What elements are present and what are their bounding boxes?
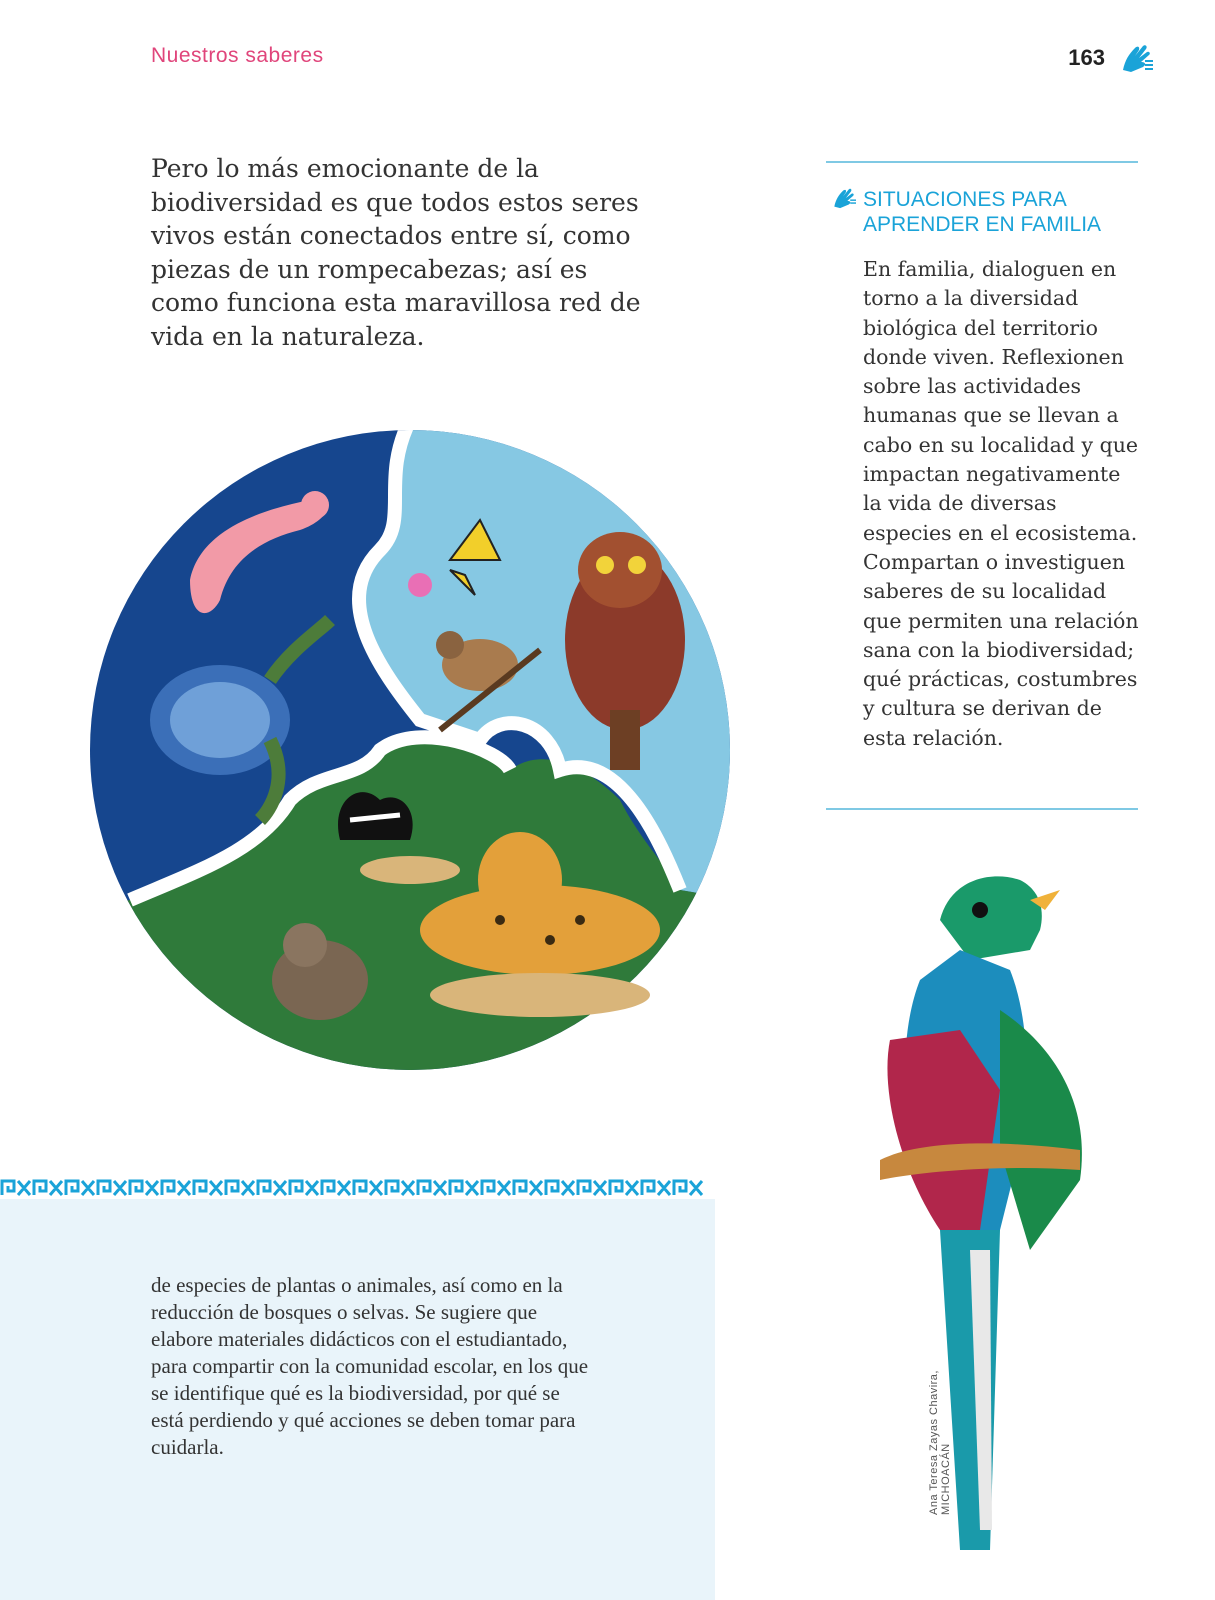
- box-heading-line2: APRENDER EN FAMILIA: [863, 213, 1102, 236]
- greek-key-border: [0, 1177, 715, 1199]
- page-header-right: [1068, 40, 1155, 76]
- illustration-credit: Ana Teresa Zayas Chavira, MICHOACÁN: [928, 1370, 952, 1515]
- hands-logo-icon: [1115, 40, 1155, 76]
- hands-logo-icon: [828, 185, 858, 211]
- quetzal-illustration: [880, 850, 1120, 1560]
- page-number: 163: [1068, 45, 1105, 70]
- section-title: Nuestros saberes: [151, 44, 324, 67]
- family-activity-box: [826, 161, 1138, 810]
- intro-paragraph: Pero lo más emocionante de la biodiversidad es que todos estos seres vivos están conectados entre sí, como piezas de un rompecabezas; así es como funciona esta maravillosa red de vida en la naturaleza.: [151, 154, 641, 351]
- biodiversity-puzzle-illustration: [80, 420, 740, 1080]
- teacher-note-text: de especies de plantas o animales, así como en la reducción de bosques o selvas. Se sugiere que elabore materiales didácticos con el estudiantado, para compartir con la comunidad escolar, en los que se identifique qué es la biodiversidad, por qué se está perdiendo y qué acciones se deben tomar para cuidarla.: [151, 1273, 589, 1459]
- box-body: En familia, dialoguen en torno a la diversidad biológica del territorio donde viven. Reflexionen sobre las actividades humanas que se llevan a cabo en su localidad y que impactan negativamente la vida de diversas especies en el ecosistema. Compartan o investiguen saberes de su localidad que permiten una relación sana con la biodiversidad; qué prácticas, costumbres y cultura se derivan de esta relación.: [863, 257, 1139, 750]
- box-heading-line1: SITUACIONES PARA: [863, 188, 1067, 211]
- box-heading: [863, 187, 1101, 237]
